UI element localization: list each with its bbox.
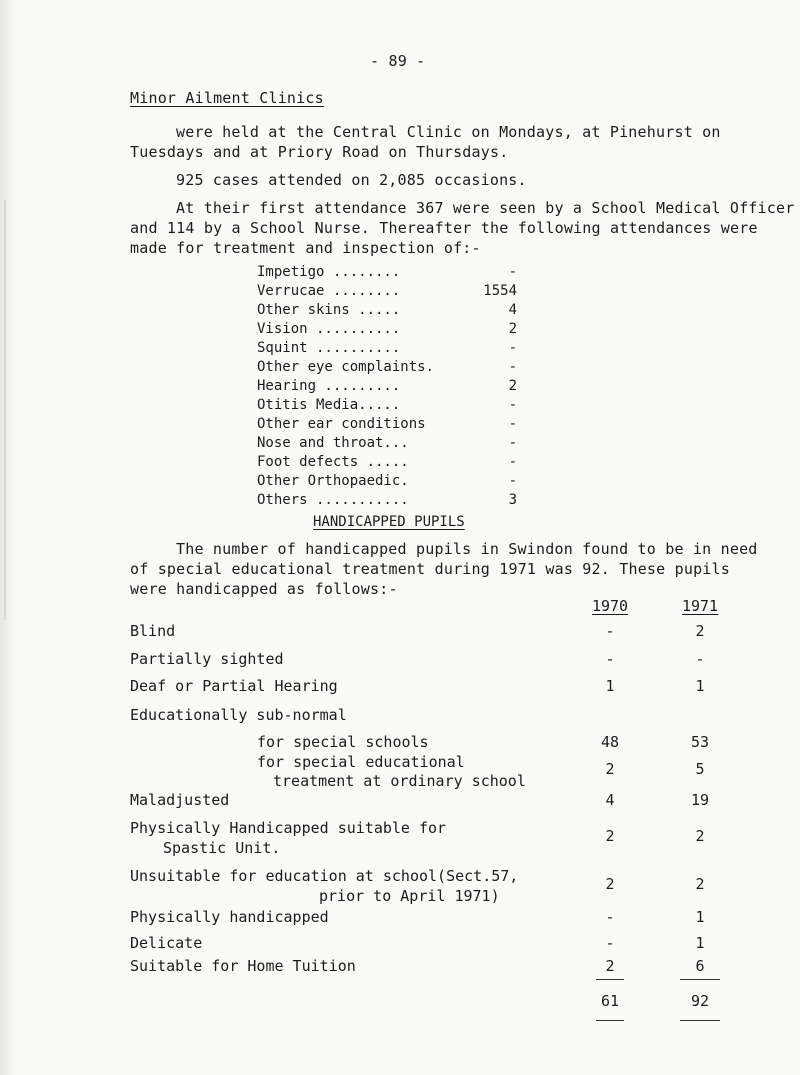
- row-label: Maladjusted: [130, 791, 230, 809]
- row-label: Blind: [130, 622, 176, 640]
- ailment-count: 2: [508, 378, 517, 394]
- value-1970: 2: [605, 760, 615, 778]
- ailment-row: [257, 359, 517, 377]
- total-1971: 92: [690, 992, 710, 1010]
- value-1970: 4: [605, 791, 615, 809]
- ailment-label: Otitis Media.....: [257, 397, 401, 413]
- ailment-label: Impetigo ........: [257, 264, 401, 280]
- value-1971: 1: [695, 677, 705, 695]
- ailment-label: Other eye complaints.: [257, 359, 435, 375]
- total-rule-top-1970: [596, 979, 624, 980]
- ailment-count: -: [508, 454, 517, 470]
- ailment-row: [257, 416, 517, 434]
- row-label: Physically handicapped: [130, 908, 329, 926]
- value-1970: -: [605, 908, 615, 926]
- row-label: Physically Handicapped suitable for: [130, 819, 447, 837]
- paragraph-line: and 114 by a School Nurse. Thereafter the following attendances were: [130, 219, 758, 237]
- ailment-count: -: [508, 397, 517, 413]
- ailment-label: Others ...........: [257, 492, 409, 508]
- ailment-count: 2: [508, 321, 517, 337]
- binding-line: [4, 200, 6, 620]
- ailment-label: Foot defects .....: [257, 454, 409, 470]
- value-1970: 1: [605, 677, 615, 695]
- ailment-count: -: [508, 473, 517, 489]
- value-1970: 2: [605, 875, 615, 893]
- ailment-row: [257, 454, 517, 472]
- value-1971: 2: [695, 875, 705, 893]
- paragraph-line: of special educational treatment during 1971 was 92. These pupils: [130, 560, 730, 578]
- total-rule-bottom-1970: [596, 1020, 624, 1021]
- value-1971: 1: [695, 908, 705, 926]
- column-header-1970: 1970: [591, 597, 629, 615]
- paragraph-line: 925 cases attended on 2,085 occasions.: [176, 171, 527, 189]
- ailment-label: Other ear conditions: [257, 416, 426, 432]
- paragraph-line: Tuesdays and at Priory Road on Thursdays.: [130, 143, 509, 161]
- value-1971: 6: [695, 957, 705, 975]
- row-label: Partially sighted: [130, 650, 284, 668]
- ailment-row: [257, 264, 517, 282]
- ailment-count: -: [508, 340, 517, 356]
- total-rule-bottom-1971: [680, 1020, 720, 1021]
- value-1971: 1: [695, 934, 705, 952]
- ailment-count: 1554: [483, 283, 517, 299]
- ailment-row: [257, 492, 517, 510]
- ailment-row: [257, 321, 517, 339]
- ailment-count: -: [508, 264, 517, 280]
- ailment-row: [257, 378, 517, 396]
- value-1971: 2: [695, 827, 705, 845]
- value-1971: -: [695, 650, 705, 668]
- ailment-label: Nose and throat...: [257, 435, 409, 451]
- value-1970: 2: [605, 827, 615, 845]
- ailment-count: -: [508, 416, 517, 432]
- ailment-count: 4: [508, 302, 517, 318]
- total-1970: 61: [600, 992, 620, 1010]
- paragraph-line: At their first attendance 367 were seen by a School Medical Officer: [176, 199, 795, 217]
- ailment-label: Vision ..........: [257, 321, 401, 337]
- row-label: Unsuitable for education at school(Sect.57,: [130, 867, 519, 885]
- paragraph-line: were held at the Central Clinic on Mondays, at Pinehurst on: [176, 123, 721, 141]
- ailment-label: Other skins .....: [257, 302, 401, 318]
- row-label: Delicate: [130, 934, 203, 952]
- value-1970: 48: [600, 733, 620, 751]
- value-1970: 2: [605, 957, 615, 975]
- ailment-label: Other Orthopaedic.: [257, 473, 409, 489]
- value-1970: -: [605, 622, 615, 640]
- row-label: Deaf or Partial Hearing: [130, 677, 338, 695]
- ailment-row: [257, 473, 517, 491]
- column-header-1971: 1971: [681, 597, 719, 615]
- row-label: Educationally sub-normal: [130, 706, 347, 724]
- row-label-continued: Spastic Unit.: [163, 839, 281, 857]
- section-heading-minor-ailments: Minor Ailment Clinics: [130, 89, 324, 107]
- ailment-label: Squint ..........: [257, 340, 401, 356]
- value-1971: 5: [695, 760, 705, 778]
- ailment-count: -: [508, 359, 517, 375]
- value-1971: 19: [690, 791, 710, 809]
- ailment-row: [257, 302, 517, 320]
- ailment-row: [257, 397, 517, 415]
- ailment-row: [257, 283, 517, 301]
- ailment-row: [257, 435, 517, 453]
- paragraph-line: were handicapped as follows:-: [130, 580, 398, 598]
- value-1971: 53: [690, 733, 710, 751]
- paragraph-line: made for treatment and inspection of:-: [130, 239, 481, 257]
- ailment-count: -: [508, 435, 517, 451]
- section-heading-handicapped: HANDICAPPED PUPILS: [313, 514, 465, 530]
- page-edge-shadow: [0, 0, 16, 1075]
- ailment-label: Verrucae ........: [257, 283, 401, 299]
- value-1971: 2: [695, 622, 705, 640]
- row-label-continued: prior to April 1971): [319, 887, 500, 905]
- paragraph-line: The number of handicapped pupils in Swindon found to be in need: [176, 540, 758, 558]
- row-label-continued: treatment at ordinary school: [273, 772, 526, 790]
- value-1970: -: [605, 934, 615, 952]
- row-label: for special educational: [257, 753, 465, 771]
- value-1970: -: [605, 650, 615, 668]
- row-label: Suitable for Home Tuition: [130, 957, 356, 975]
- ailment-count: 3: [508, 492, 517, 508]
- ailment-row: [257, 340, 517, 358]
- ailment-label: Hearing .........: [257, 378, 401, 394]
- page-number: - 89 -: [370, 52, 426, 70]
- total-rule-top-1971: [680, 979, 720, 980]
- row-label: for special schools: [257, 733, 429, 751]
